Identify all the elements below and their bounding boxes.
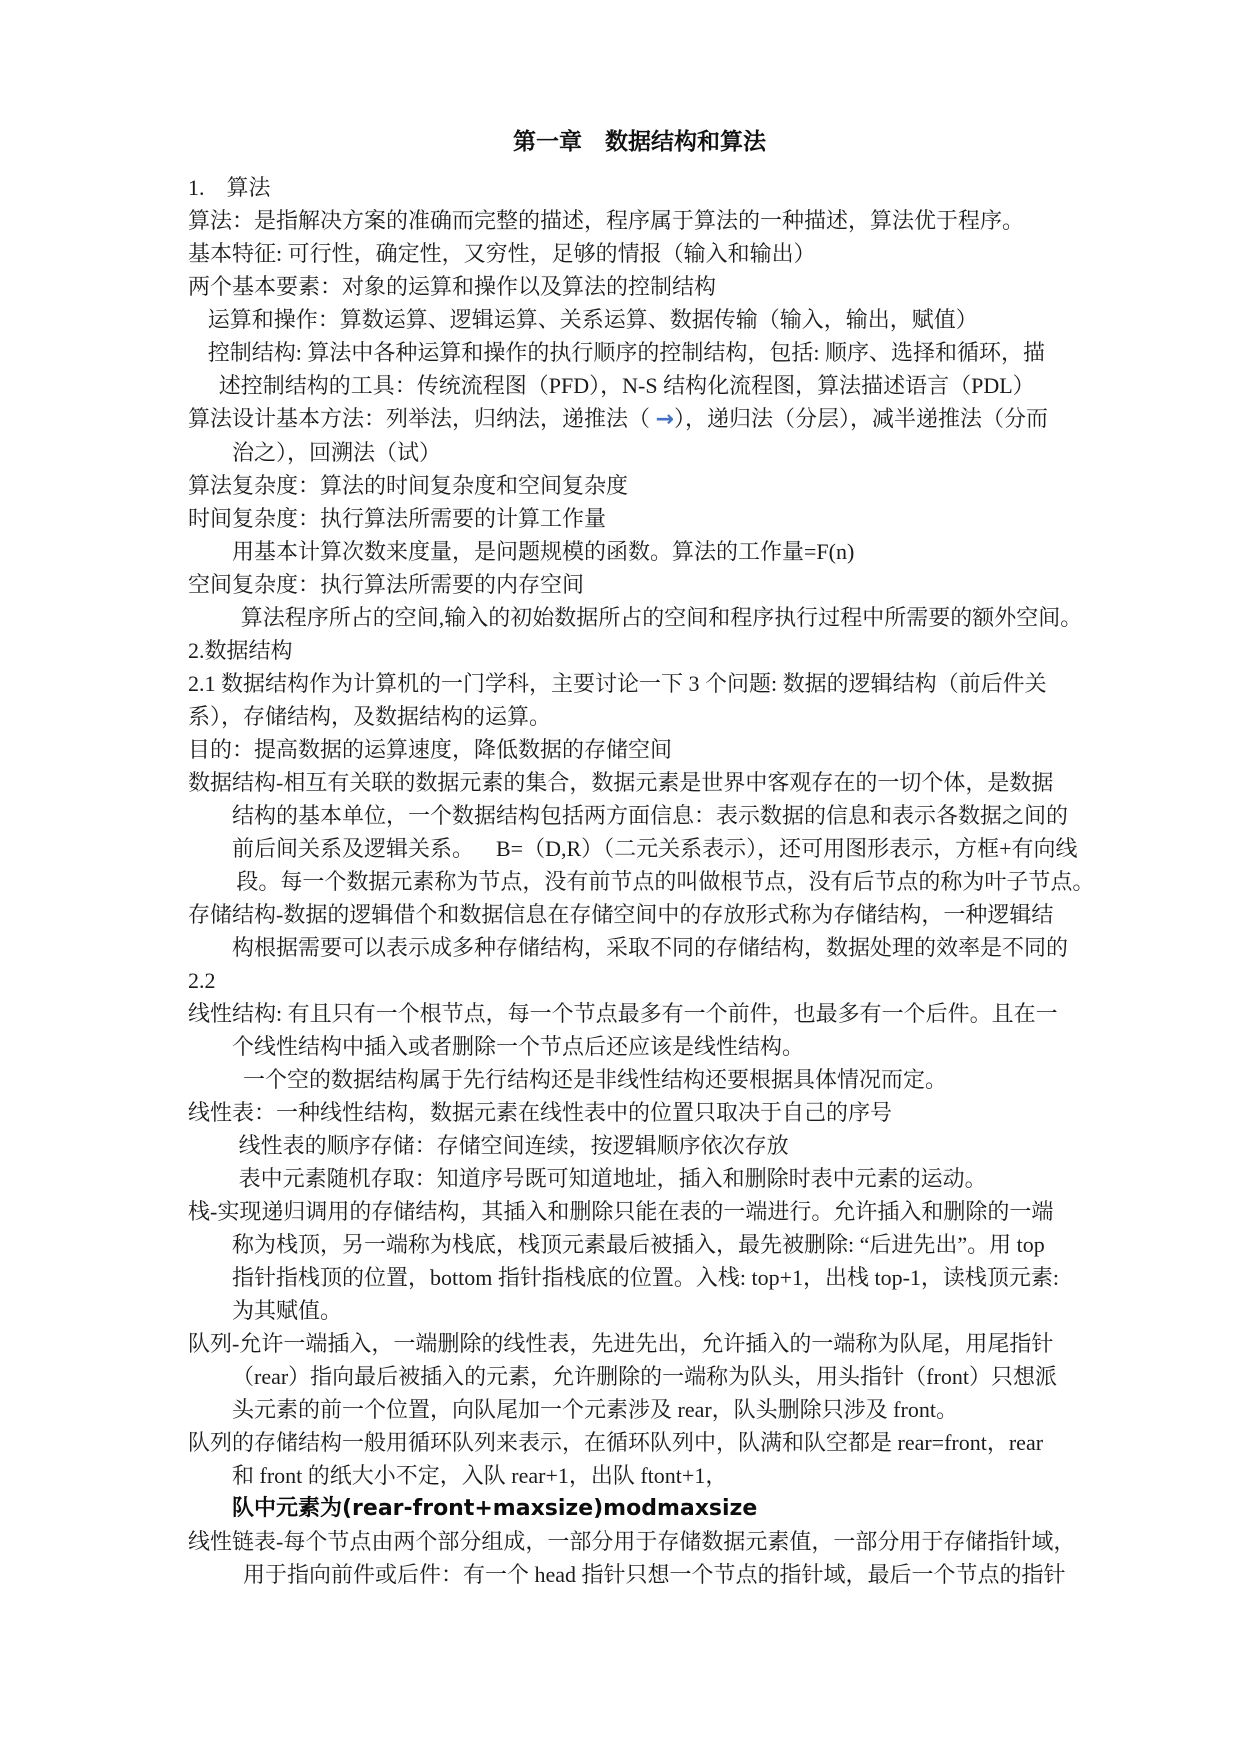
text-line-24: 构根据需要可以表示成多种存储结构，采取不同的存储结构，数据处理的效率是不同的 [232, 935, 1069, 960]
text-line-42: 线性链表-每个节点由两个部分组成，一部分用于存储数据元素值，一部分用于存储指针域， [188, 1529, 1076, 1554]
right-arrow-icon: → [655, 407, 674, 432]
text-line-36: 队列-允许一端插入，一端删除的线性表，先进先出，允许插入的一端称为队尾，用尾指针 [188, 1331, 1054, 1356]
text-line-30: 线性表的顺序存储：存储空间连续，按逻辑顺序依次存放 [238, 1133, 789, 1158]
text-line-17: 系），存储结构，及数据结构的运算。 [188, 704, 552, 729]
document-title: 第一章 数据结构和算法 [513, 129, 766, 155]
text-line-4: 两个基本要素：对象的运算和操作以及算法的控制结构 [188, 274, 717, 299]
text-line-26: 线性结构: 有且只有一个根节点，每一个节点最多有一个前件，也最多有一个后件。且在一 [188, 1001, 1058, 1026]
text-line-37: （rear）指向最后被插入的元素，允许删除的一端称为队头，用头指针（front）只想派 [232, 1364, 1057, 1389]
text-line-29: 线性表：一种线性结构，数据元素在线性表中的位置只取决于自己的序号 [188, 1100, 893, 1125]
text-line-16: 2.1 数据结构作为计算机的一门学科，主要讨论一下 3 个问题: 数据的逻辑结构（前后件关 [188, 671, 1047, 696]
text-line-21: 前后间关系及逻辑关系。 B=（D,R）（二元关系表示），还可用图形表示，方框+有向线 [232, 836, 1078, 861]
text-line-3: 基本特征: 可行性，确定性，又穷性，足够的情报（输入和输出） [188, 241, 816, 266]
text-line-9: 治之），回溯法（试） [232, 440, 442, 465]
text-line-2: 算法：是指解决方案的准确而完整的描述，程序属于算法的一种描述，算法优于程序。 [188, 208, 1025, 233]
text-line-11: 时间复杂度：执行算法所需要的计算工作量 [188, 506, 607, 531]
text-line-13: 空间复杂度：执行算法所需要的内存空间 [188, 572, 585, 597]
text-line-43: 用于指向前件或后件：有一个 head 指针只想一个节点的指针域，最后一个节点的指针 [243, 1562, 1066, 1587]
text-line-1: 1. 算法 [188, 175, 271, 200]
text-line-7: 述控制结构的工具：传统流程图（PFD），N-S 结构化流程图，算法描述语言（PDL） [218, 373, 1035, 398]
text-line-6: 控制结构: 算法中各种运算和操作的执行顺序的控制结构，包括: 顺序、选择和循环，描 [207, 340, 1046, 365]
text-line-8: 算法设计基本方法：列举法，归纳法，递推法（ →），递归法（分层），减半递推法（分而 [188, 406, 1048, 432]
text-line-14: 算法程序所占的空间,输入的初始数据所占的空间和程序执行过程中所需要的额外空间。 [240, 605, 1083, 630]
text-line-34: 指针指栈顶的位置，bottom 指针指栈底的位置。入栈: top+1，出栈 top-1，读栈顶元素: [232, 1265, 1060, 1290]
document-body [188, 171, 1095, 1591]
text-line-15: 2.数据结构 [188, 638, 293, 663]
text-line-20: 结构的基本单位，一个数据结构包括两方面信息：表示数据的信息和表示各数据之间的 [232, 803, 1069, 828]
text-line-18: 目的：提高数据的运算速度，降低数据的存储空间 [188, 737, 673, 762]
text-line-27: 个线性结构中插入或者删除一个节点后还应该是线性结构。 [232, 1034, 805, 1059]
text-line-32: 栈-实现递归调用的存储结构，其插入和删除只能在表的一端进行。允许插入和删除的一端 [188, 1199, 1054, 1224]
text-line-12: 用基本计算次数来度量，是问题规模的函数。算法的工作量=F(n) [232, 539, 855, 564]
text-line-10: 算法复杂度：算法的时间复杂度和空间复杂度 [188, 473, 629, 498]
text-line-33: 称为栈顶，另一端称为栈底，栈顶元素最后被插入，最先被删除: “后进先出”。用 top [232, 1232, 1045, 1257]
text-line-19: 数据结构-相互有关联的数据元素的集合，数据元素是世界中客观存在的一切个体，是数据 [188, 770, 1054, 795]
text-line-35: 为其赋值。 [232, 1298, 343, 1323]
text-line-39: 队列的存储结构一般用循环队列来表示，在循环队列中，队满和队空都是 rear=front，rear [188, 1430, 1044, 1455]
text-line-22: 段。每一个数据元素称为节点，没有前节点的叫做根节点，没有后节点的称为叶子节点。 [236, 869, 1095, 894]
text-line-5: 运算和操作：算数运算、逻辑运算、关系运算、数据传输（输入，输出，赋值） [207, 307, 978, 332]
text-line-25: 2.2 [188, 968, 216, 993]
text-line-38: 头元素的前一个位置，向队尾加一个元素涉及 rear，队头删除只涉及 front。 [232, 1397, 958, 1422]
text-line-28: 一个空的数据结构属于先行结构还是非线性结构还要根据具体情况而定。 [243, 1067, 948, 1092]
text-line-23: 存储结构-数据的逻辑借个和数据信息在存储空间中的存放形式称为存储结构，一种逻辑结 [188, 902, 1054, 927]
text-line-31: 表中元素随机存取：知道序号既可知道地址，插入和删除时表中元素的运动。 [238, 1166, 987, 1191]
text-line-40: 和 front 的纸大小不定，入队 rear+1，出队 ftont+1， [232, 1463, 728, 1488]
text-line-41: 队中元素为(rear-front+maxsize)modmaxsize [232, 1496, 758, 1521]
